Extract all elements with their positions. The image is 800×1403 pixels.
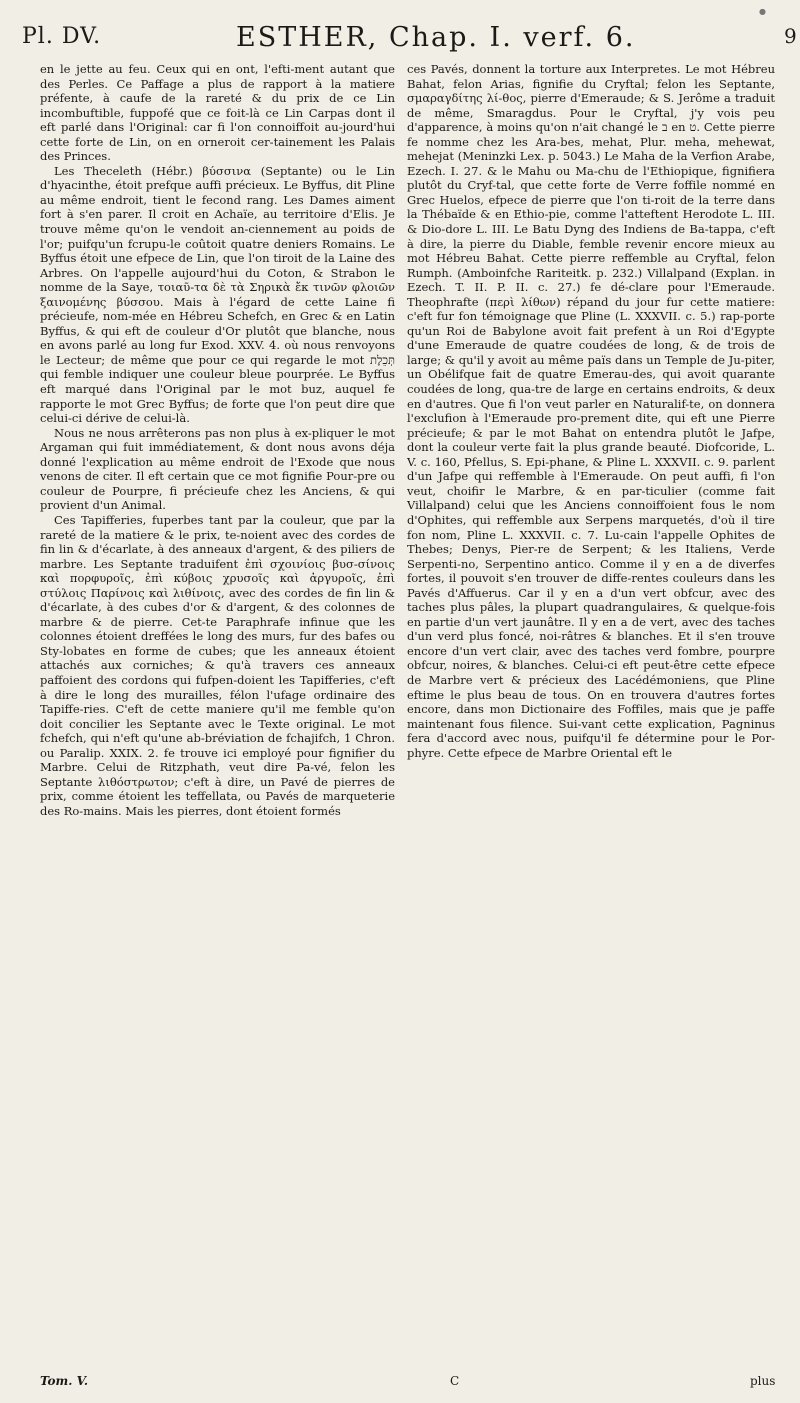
volume-label: Tom. V.: [40, 1374, 88, 1388]
catchword: plus: [750, 1374, 776, 1388]
left-paragraph-3: Nous ne nous arrêterons pas non plus à ex-pliquer le mot Argaman qui fuit immédiatement, & dont nous avons déja donné l'explication au même endroit de l'Exode que nous venons de citer. Il eft certain que ce mot fignifie Pour-pre ou couleur de Pourpre, fi précieufe chez les Anciens, & qui provient d'un Animal.: [40, 425, 395, 513]
running-title: ESTHER, Chap. I. verf. 6.: [236, 22, 636, 53]
right-column: [407, 62, 775, 760]
plate-label: Pl. DV.: [22, 24, 102, 49]
left-paragraph-2: Les Theceleth (Hébr.) βύσσινα (Septante) ou le Lin d'hyacinthe, étoit prefque auffi précieux. Le Byffus, dit Pline au même endroit, tient le fecond rang. Les Dames aiment fort à s'en parer. Il croit en Achaïe, au territoire d'Elis. Je trouve même qu'on le vendoit an-ciennement au poids de l'or; puifqu'un fcrupu-le coûtoit quatre deniers Romains. Le Byffus étoit une efpece de Lin, que l'on tiroit de la Laine des Arbres. On l'appelle aujourd'hui du Coton, & Strabon le nomme de la Saye, τοιαῦ-τα δὲ τὰ Σηρικὰ ἔκ τινῶν φλοιῶν ξαινομένης βύσσου. Mais à l'égard de cette Laine fi précieufe, nom-mée en Hébreu Schefch, en Grec & en Latin Byffus, & qui eft de couleur d'Or plutôt que blanche, nous en avons parlé au long fur Exod. XXV. 4. où nous renvoyons le Lecteur; de même que pour ce qui regarde le mot תְּכֵלֶת qui femble indiquer une couleur bleue pourprée. Le Byffus eft marqué dans l'Original par le mot buz, auquel fe rapporte le mot Grec Byffus; de forte que l'on peut dire que celui-ci dérive de celui-là.: [40, 163, 395, 426]
left-paragraph-4: Ces Tapifferies, fuperbes tant par la couleur, que par la rareté de la matiere & le prix, te-noient avec des cordes de fin lin & d'écarlate, à des anneaux d'argent, & des piliers de marbre. Les Septante traduifent ἐπὶ σχοινίοις βυσ-σίνοις καὶ πορφυροῖς, ἐπὶ κύβοις χρυσοῖς καὶ ἀργυροῖς, ἐπὶ στύλοις Παρίνοις καὶ λιθίνοις, avec des cordes de fin lin & d'écarlate, à des cubes d'or & d'argent, & des colonnes de marbre & de pierre. Cet-te Paraphrafe infinue que les colonnes étoient dreffées le long des murs, fur des bafes ou Sty-lobates en forme de cubes; que les anneaux étoient attachés aux corniches; & qu'à travers ces anneaux paffoient des cordons qui fufpen-doient les Tapifferies, c'eft à dire le long des murailles, félon l'ufage ordinaire des Tapiffe-ries. C'eft de cette maniere qu'il me femble qu'on doit concilier les Septante avec le Texte original. Le mot fchefch, qui n'eft qu'une ab-bréviation de fchajifch, 1 Chron. ou Paralip. XXIX. 2. fe trouve ici employé pour fignifier du Marbre. Celui de Ritzphath, veut dire Pa-vé, felon les Septante λιθόστρωτον; c'eft à dire, un Pavé de pierres de prix, comme étoient les teffellata, ou Pavés de marqueterie des Ro-mains. Mais les pierres, dont étoient formés: [40, 512, 395, 818]
left-paragraph-1: en le jette au feu. Ceux qui en ont, l'efti-ment autant que des Perles. Ce Paffage a plus de rapport à la matiere préfente, à caufe de la rareté & du prix de ce Lin incombuftible, fuppofé que ce foit-là ce Lin Carpas dont il eft parlé dans l'Original: car fi l'on connoiffoit au-jourd'hui cette forte de Lin, on en orneroit cer-tainement les Palais des Princes.: [40, 62, 395, 164]
left-column: [40, 62, 395, 818]
signature-mark: C: [450, 1374, 460, 1388]
page-footer: [40, 1374, 780, 1396]
page-number: 9: [784, 24, 797, 48]
corner-mark: ●: [759, 7, 766, 16]
right-paragraph-1: ces Pavés, donnent la torture aux Interpretes. Le mot Hébreu Bahat, felon Arias, fignifie du Cryftal; felon les Septante, σμαραγδίτης λί-θος, pierre d'Emeraude; & S. Jerôme a traduit de même, Smaragdus. Pour le Cryftal, j'y vois peu d'apparence, à moins qu'on n'ait changé le ב en ט. Cette pierre fe nomme chez les Ara-bes, mehat, Plur. meha, mehewat, mehejat (Meninzki Lex. p. 5043.) Le Maha de la Verfion Arabe, Ezech. I. 27. & le Mahu ou Ma-chu de l'Ethiopique, fignifiera plutôt du Cryf-tal, que cette forte de Verre foffile nommé en Grec Huelos, efpece de pierre que l'on ti-roit de la terre dans la Thébaïde & en Ethio-pie, comme l'atteftent Herodote L. III. & Dio-dore L. III. Le Batu Dyng des Indiens de Ba-tappa, c'eft à dire, la pierre du Diable, femble revenir encore mieux au mot Hébreu Bahat. Cette pierre reffemble au Cryftal, felon Rumph. (Amboinfche Rariteitk. p. 232.) Villalpand (Explan. in Ezech. T. II. P. II. c. 27.) fe dé-clare pour l'Emeraude. Theophrafte (περὶ λίθων) répand du jour fur cette matiere: c'eft fur fon témoignage que Pline (L. XXXVII. c. 5.) rap-porte qu'un Roi de Babylone avoit fait prefent à un Roi d'Egypte d'une Emeraude de quatre coudées de long, & de trois de large; & qu'il y avoit au même païs dans un Temple de Ju-piter, un Obélifque fait de quatre Emerau-des, qui avoit quarante coudées de long, qua-tre de large en certains endroits, & deux en d'autres. Que fi l'on veut parler en Naturalif-te, on donnera l'exclufion à l'Emeraude pro-prement dite, qui eft une Pierre précieufe; & par le mot Bahat on entendra plutôt le Jafpe, dont la couleur verte fait la plus grande beauté. Diofcoride, L. V. c. 160, Pfellus, S. Epi-phane, & Pline L. XXXVII. c. 9. parlent d'un Jafpe qui reffemble à l'Emeraude. On peut auffi, fi l'on veut, choifir le Marbre, & en par-ticulier (comme fait Villalpand) celui que les Anciens connoiffoient fous le nom d'Ophites, qui reffemble aux Serpens marquetés, d'où il tire fon nom, Pline L. XXXVII. c. 7. Lu-cain l'appelle Ophites de Thebes; Denys, Pier-re de Serpent; & les Italiens, Verde Serpenti-no, Serpentino antico. Comme il y en a de diverfes fortes, il pouvoit s'en trouver de diffe-rentes couleurs dans les Pavés d'Affuerus. Car il y en a d'un vert obfcur, avec des taches plus pâles, la plupart quadrangulaires, & quelque-fois en partie d'un vert jaunâtre. Il y en a de vert, avec des taches d'un verd plus foncé, noi-râtres & blanches. Et il s'en trouve encore d'un vert clair, avec des taches verd fombre, pourpre obfcur, noires, & blanches. Celui-ci eft peut-être cette efpece de Marbre vert & précieux des Lacédémoniens, que Pline eftime le plus beau de tous. On en trouvera d'autres fortes encore, dans mon Dictionaire des Foffiles, mais que je paffe maintenant fous filence. Sui-vant cette explication, Pagninus fera d'accord avec nous, puifqu'il fe détermine pour le Por-phyre. Cette efpece de Marbre Oriental eft le: [407, 62, 776, 760]
